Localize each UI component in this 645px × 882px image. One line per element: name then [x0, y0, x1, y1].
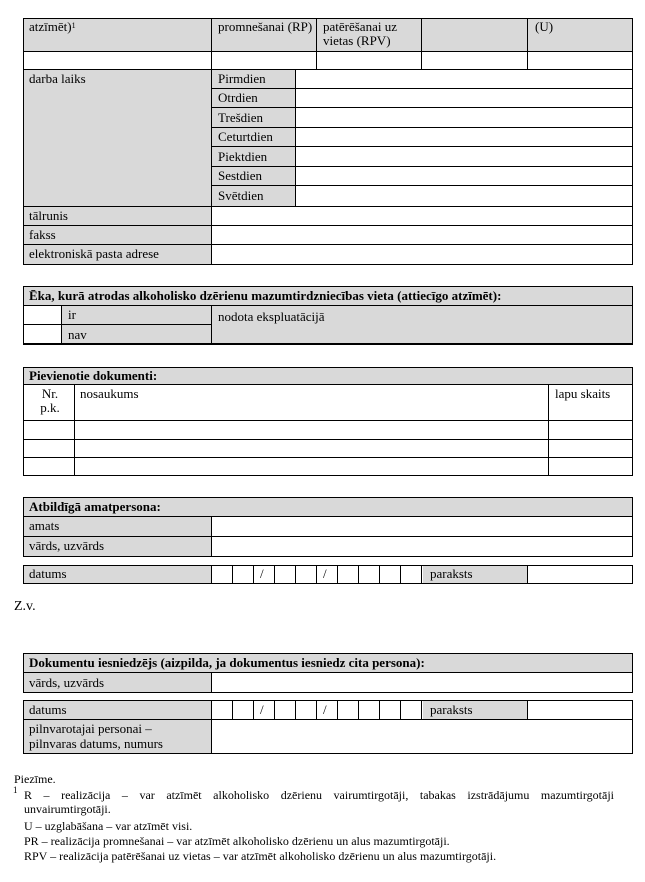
email-label: elektroniskā pasta adrese [29, 246, 159, 261]
doc-row-2[interactable] [24, 440, 632, 456]
col-header-rp: promnešanai (RP) [218, 19, 313, 34]
checkbox-no[interactable] [24, 325, 61, 343]
hours-field-sunday[interactable] [297, 186, 632, 205]
note-line-r-cont: unvairumtirgotāji. [24, 802, 111, 816]
official-date-field[interactable] [212, 566, 421, 583]
divider [23, 305, 633, 306]
authorization-field[interactable] [212, 720, 632, 753]
notes-title: Piezīme. [14, 772, 56, 786]
doc-row-3[interactable] [24, 458, 632, 475]
date-separator: / [260, 702, 264, 717]
checkbox-blank[interactable] [422, 52, 527, 69]
col-header-pages: lapu skaits [555, 386, 611, 401]
hours-field-tuesday[interactable] [297, 89, 632, 106]
col-header-name: nosaukums [80, 386, 139, 401]
divider [61, 305, 62, 345]
day-saturday: Sestdien [218, 168, 263, 183]
submitter-heading: Dokumentu iesniedzējs (aizpilda, ja dokumentus iesniedz cita persona): [29, 655, 425, 670]
col-header-rpv: patērēšanai uz vietas (RPV) [323, 19, 397, 48]
building-status-label: nodota ekspluatācijā [218, 309, 325, 324]
official-position-field[interactable] [212, 517, 632, 535]
work-hours-label: darba laiks [29, 71, 86, 86]
activity-type-label: atzīmēt)$^1$ [29, 19, 76, 34]
submitter-date-label: datums [29, 702, 67, 717]
note-line-pr: PR – realizācija promnešanai – var atzīmēt alkoholisko dzērienu un alus mazumtirgotāji. [24, 834, 450, 848]
submitter-name-label: vārds, uzvārds [29, 675, 105, 690]
hours-field-friday[interactable] [297, 147, 632, 165]
footnote-marker: 1 [13, 785, 18, 795]
official-heading: Atbildīgā amatpersona: [29, 499, 161, 514]
official-date-label: datums [29, 566, 67, 581]
official-signature-field[interactable] [528, 566, 632, 583]
official-signature-label: paraksts [430, 566, 473, 581]
checkbox-yes[interactable] [24, 306, 61, 324]
submitter-signature-field[interactable] [528, 701, 632, 719]
phone-field[interactable] [212, 207, 632, 224]
hours-field-thursday[interactable] [297, 128, 632, 145]
date-separator: / [323, 702, 327, 717]
authorized-label-line2: pilnvaras datums, numurs [29, 736, 163, 751]
day-sunday: Svētdien [218, 188, 264, 203]
day-friday: Piektdien [218, 149, 268, 164]
note-line-r: R – realizācija – var atzīmēt alkoholisko dzērienu vairumtirgotāji, tabakas izstrādājumu mazumtirgotāji [24, 788, 614, 802]
official-name-label: vārds, uzvārds [29, 538, 105, 553]
building-heading: Ēka, kurā atrodas alkoholisko dzērienu mazumtirdzniecības vieta (attiecīgo atzīmēt): [29, 288, 502, 303]
day-tuesday: Otrdien [218, 90, 258, 105]
divider [211, 305, 212, 345]
work-hours-label-bg [24, 70, 211, 206]
col-header-u: (U) [535, 19, 554, 34]
day-monday: Pirmdien [218, 71, 266, 86]
option-no-label: nav [68, 327, 87, 342]
attached-docs-heading: Pievienotie dokumenti: [29, 368, 158, 383]
authorized-label-line1: pilnvarotajai personai – [29, 721, 152, 736]
divider [23, 384, 633, 385]
day-thursday: Ceturtdien [218, 129, 273, 144]
checkbox-rpv[interactable] [317, 52, 421, 69]
option-yes-label: ir [68, 307, 76, 322]
note-line-rpv: RPV – realizācija patērēšanai uz vietas – var atzīmēt alkoholisko dzērienu un alus mazumtirgotāji. [24, 849, 497, 863]
phone-label: tālrunis [29, 208, 68, 223]
hours-field-saturday[interactable] [297, 167, 632, 184]
note-line-u: U – uzglabāšana – var atzīmēt visi. [24, 819, 193, 833]
hours-field-monday[interactable] [297, 70, 632, 87]
submitter-name-field[interactable] [212, 673, 632, 692]
doc-row-1[interactable] [24, 421, 632, 438]
fax-field[interactable] [212, 226, 632, 243]
submitter-date-field[interactable] [212, 701, 421, 719]
checkbox-rp[interactable] [212, 52, 316, 69]
day-wednesday: Trešdien [218, 110, 264, 125]
divider [421, 700, 422, 720]
submitter-signature-label: paraksts [430, 702, 473, 717]
date-separator: / [260, 566, 264, 581]
official-position-label: amats [29, 518, 60, 533]
col-header-nr: Nr. p.k. [40, 386, 60, 415]
official-name-field[interactable] [212, 537, 632, 556]
fax-label: fakss [29, 227, 56, 242]
email-field[interactable] [212, 245, 632, 264]
seal-place: Z.v. [14, 599, 36, 614]
divider [421, 565, 422, 584]
date-separator: / [323, 566, 327, 581]
checkbox-u[interactable] [528, 52, 632, 69]
divider [295, 69, 296, 207]
hours-field-wednesday[interactable] [297, 108, 632, 126]
